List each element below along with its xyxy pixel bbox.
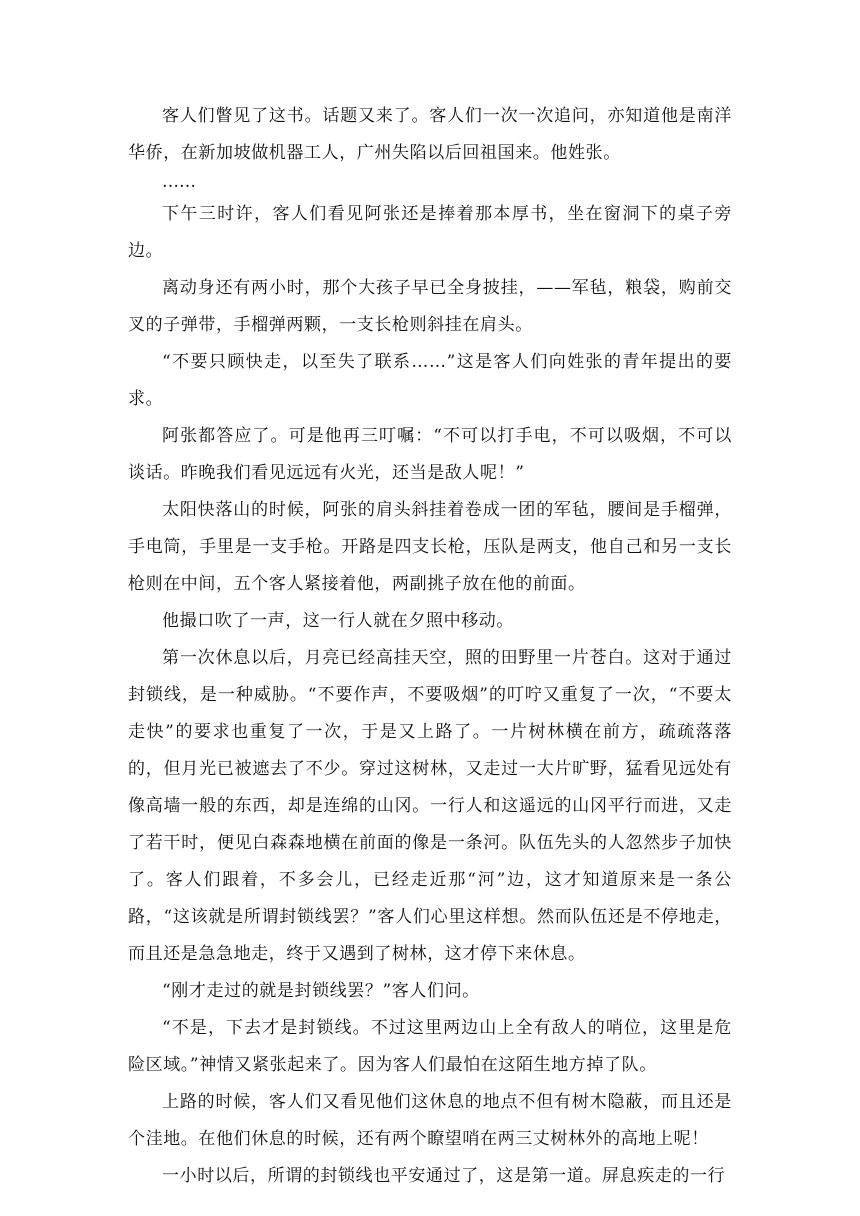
paragraph: 第一次休息以后，月亮已经高挂天空，照的田野里一片苍白。这对于通过封锁线，是一种威胁。“不要作声，不要吸烟”的叮咛又重复了一次，“不要太走快”的要求也重复了一次，于是又上路了。一片树林横在前方，疏疏落落的，但月光已被遮去了不少。穿过这树林，又走过一大片旷野，猛看见远处有像高墙一般的东西，却是连绵的山冈。一行人和这遥远的山冈平行而进，又走了若干时，便见白森森地横在前面的像是一条河。队伍先头的人忽然步子加快了。客人们跟着，不多会儿，已经走近那“河”边，这才知道原来是一条公路，“这该就是所谓封锁线罢？”客人们心里这样想。然而队伍还是不停地走，而且还是急急地走，终于又遇到了树林，这才停下来休息。 xyxy=(128,648,732,964)
section-break-ellipsis: …… xyxy=(162,172,196,192)
paragraph: 下午三时许，客人们看见阿张还是捧着那本厚书，坐在窗洞下的桌子旁边。 xyxy=(128,204,732,261)
paragraph: “不要只顾快走，以至失了联系……”这是客人们向姓张的青年提出的要求。 xyxy=(128,352,732,409)
paragraph: “不是，下去才是封锁线。不过这里两边山上全有敌人的哨位，这里是危险区域。”神情又紧张起来了。因为客人们最怕在这陌生地方掉了队。 xyxy=(128,1018,732,1075)
paragraph: 客人们瞥见了这书。话题又来了。客人们一次一次追问，亦知道他是南洋华侨，在新加坡做机器工人，广州失陷以后回祖国来。他姓张。 xyxy=(128,106,732,163)
paragraph: 阿张都答应了。可是他再三叮嘱：“不可以打手电，不可以吸烟，不可以谈话。昨晚我们看见远远有火光，还当是敌人呢！” xyxy=(128,426,732,483)
paragraph: 太阳快落山的时候，阿张的肩头斜挂着卷成一团的军毡，腰间是手榴弹，手电筒，手里是一支手枪。开路是四支长枪，压队是两支，他自己和另一支长枪则在中间，五个客人紧接着他，两副挑子放在他的前面。 xyxy=(128,500,732,594)
paragraph: 上路的时候，客人们又看见他们这休息的地点不但有树木隐蔽，而且还是个洼地。在他们休息的时候，还有两个瞭望哨在两三丈树林外的高地上呢！ xyxy=(128,1092,732,1149)
paragraph: 离动身还有两小时，那个大孩子早已全身披挂，——军毡，粮袋，购前交叉的子弹带，手榴弹两颗，一支长枪则斜挂在肩头。 xyxy=(128,278,732,335)
paragraph: 他撮口吹了一声，这一行人就在夕照中移动。 xyxy=(162,611,514,631)
document-body xyxy=(128,98,732,1195)
paragraph: “刚才走过的就是封锁线罢？”客人们问。 xyxy=(162,981,480,1001)
paragraph: 一小时以后，所谓的封锁线也平安通过了，这是第一道。屏息疾走的一行 xyxy=(162,1166,726,1186)
